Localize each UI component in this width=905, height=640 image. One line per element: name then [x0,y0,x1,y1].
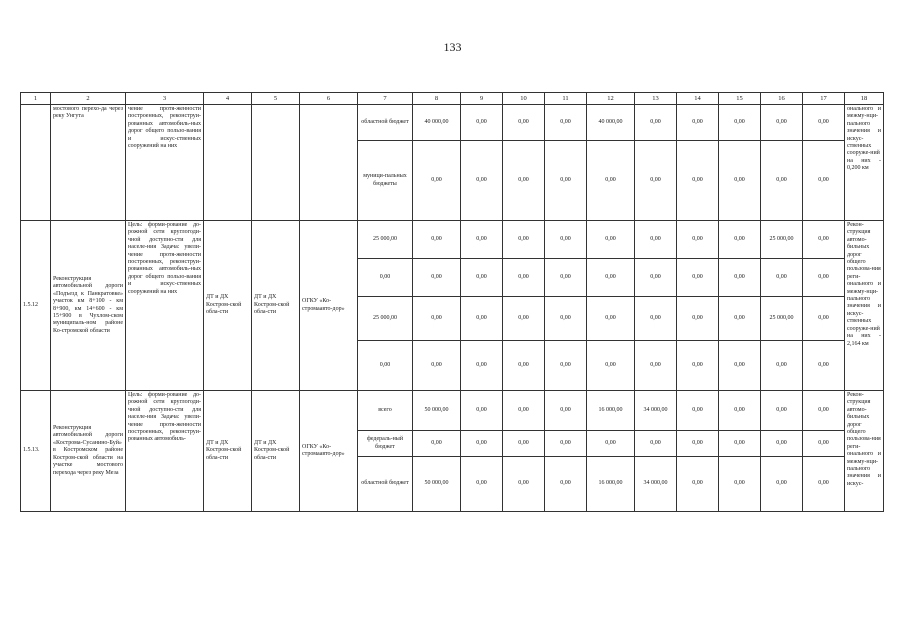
measure-contractor [300,105,358,221]
measure-customer [204,105,252,221]
amount-cell: 0,00 [677,431,719,457]
measure-contractor: ОГКУ «Ко-стромаавто-дор» [300,391,358,512]
column-number: 6 [300,93,358,105]
amount-cell: 0,00 [761,341,803,391]
column-number: 12 [587,93,635,105]
amount-cell: 0,00 [803,259,845,297]
amount-cell: 0,00 [503,221,545,259]
funding-source: всего [358,391,413,431]
amount-cell: 0,00 [803,431,845,457]
amount-cell: 50 000,00 [413,457,461,512]
amount-cell: 0,00 [587,297,635,341]
table-row [21,391,884,431]
measure-executor [252,105,300,221]
measure-code: 1.5.13. [21,391,51,512]
table-row [21,221,884,259]
amount-cell: 0,00 [413,341,461,391]
amount-cell: 0,00 [545,391,587,431]
amount-cell: 0,00 [461,105,503,141]
amount-cell: 0,00 [677,221,719,259]
column-number: 1 [21,93,51,105]
amount-cell: 34 000,00 [635,391,677,431]
amount-cell: 0,00 [761,141,803,221]
amount-cell: 0,00 [803,457,845,512]
amount-cell: 0,00 [587,141,635,221]
measure-executor: ДТ и ДХ Костром-ской обла-сти [252,391,300,512]
amount-cell: 16 000,00 [587,457,635,512]
amount-cell: 0,00 [461,221,503,259]
amount-cell: 0,00 [413,431,461,457]
amount-cell: 0,00 [803,341,845,391]
measure-goal: чение протя-женности построенных, реконструи-рованных автомобиль-ных дорог общего пользо-вания и искус-ственных сооружений на них [126,105,204,221]
amount-cell: 0,00 [719,141,761,221]
measure-code: 1.5.12 [21,221,51,391]
amount-cell: 25 000,00 [761,221,803,259]
measure-goal: Цель: форми-рование до-рожной сети круглогоди-чной доступно-сти для населе-ния Задача: увели-чение протя-женности построенных, реконструи-рованных автомобиль-ных дорог общего пользо-вания и искус-ственных сооружений на них [126,221,204,391]
amount-cell: 0,00 [545,141,587,221]
amount-cell: 16 000,00 [587,391,635,431]
amount-cell: 0,00 [719,457,761,512]
amount-cell: 0,00 [503,297,545,341]
amount-cell: 0,00 [677,391,719,431]
amount-cell: 0,00 [803,105,845,141]
amount-cell: 0,00 [545,341,587,391]
amount-cell: 0,00 [461,457,503,512]
amount-cell: 0,00 [545,431,587,457]
amount-cell: 0,00 [803,297,845,341]
amount-cell: 0,00 [461,391,503,431]
funding-source: областной бюджет [358,105,413,141]
amount-cell: 0,00 [635,341,677,391]
amount-cell: 0,00 [503,431,545,457]
amount-cell: 0,00 [635,105,677,141]
amount-cell: 0,00 [761,431,803,457]
amount-cell: 0,00 [677,457,719,512]
measure-customer: ДТ и ДХ Костром-ской обла-сти [204,391,252,512]
column-number: 15 [719,93,761,105]
amount-cell: 0,00 [461,259,503,297]
amount-cell: 0,00 [635,221,677,259]
column-number: 9 [461,93,503,105]
amount-cell: 0,00 [635,431,677,457]
column-number: 16 [761,93,803,105]
column-number: 14 [677,93,719,105]
amount-cell: 0,00 [677,105,719,141]
measure-name: Реконструкция автомобильной дороги «Кострома-Сусанино-Буй» в Костромском районе Костром-ской области на участке мостового перехода через реку Меза [51,391,126,512]
amount-cell: 0,00 [719,259,761,297]
amount-cell: 0,00 [635,259,677,297]
amount-cell: 0,00 [587,221,635,259]
amount-cell: 0,00 [587,259,635,297]
measure-contractor: ОГКУ «Ко-стромаавто-дор» [300,221,358,391]
measure-result: онального и межму-нци-пального значения и искус-ственных сооруже-ний на них - 0,200 км [845,105,884,221]
page-number: 133 [443,40,462,54]
funding-source: областной бюджет [358,457,413,512]
funding-source: федераль-ный бюджет [358,431,413,457]
amount-cell: 0,00 [719,297,761,341]
amount-cell: 0,00 [503,105,545,141]
amount-cell: 0,00 [461,141,503,221]
amount-cell: 0,00 [503,391,545,431]
table-row [21,105,884,141]
amount-cell: 0,00 [803,391,845,431]
amount-cell: 0,00 [677,341,719,391]
amount-cell: 0,00 [545,457,587,512]
amount-cell: 0,00 [677,297,719,341]
amount-cell: 0,00 [503,341,545,391]
amount-cell: 0,00 [635,141,677,221]
amount-cell: 0,00 [719,431,761,457]
amount-cell: 0,00 [503,141,545,221]
column-number: 3 [126,93,204,105]
amount-cell: 0,00 [719,341,761,391]
amount-cell: 40 000,00 [413,105,461,141]
amount-cell: 0,00 [587,431,635,457]
amount-cell: 0,00 [677,141,719,221]
column-number: 17 [803,93,845,105]
amount-cell: 0,00 [761,105,803,141]
amount-cell: 0,00 [358,259,413,297]
amount-cell: 0,00 [545,259,587,297]
measure-customer: ДТ и ДХ Костром-ской обла-сти [204,221,252,391]
column-number-row [21,93,884,105]
amount-cell: 0,00 [635,297,677,341]
column-number: 10 [503,93,545,105]
amount-cell: 0,00 [413,141,461,221]
column-number: 13 [635,93,677,105]
column-number: 4 [204,93,252,105]
amount-cell: 0,00 [503,259,545,297]
amount-cell: 0,00 [358,341,413,391]
amount-cell: 0,00 [545,297,587,341]
column-number: 7 [358,93,413,105]
amount-cell: 0,00 [719,391,761,431]
amount-cell: 25 000,00 [761,297,803,341]
amount-cell: 40 000,00 [587,105,635,141]
measure-result: Рекон-струкция автомо-бильных дорог общего пользова-ния реги-онального и межму-нци-пального значения и искус-ственных сооруже-ний на них - 2,164 км [845,221,884,391]
amount-cell: 0,00 [761,457,803,512]
amount-cell: 0,00 [413,297,461,341]
amount-cell: 0,00 [677,259,719,297]
amount-cell: 0,00 [503,457,545,512]
measure-name: Реконструкция автомобильной дороги «Подъезд к Панкратовке» участок км 8+100 - км 8+900, км 14+600 - км 15+900 в Чухлом-ском муниципаль-ном районе Ко-стромской области [51,221,126,391]
amount-cell: 25 000,00 [358,297,413,341]
amount-cell: 0,00 [545,221,587,259]
funding-source: муници-пальных бюджеты [358,141,413,221]
amount-cell: 0,00 [413,259,461,297]
amount-cell: 0,00 [461,431,503,457]
amount-cell: 0,00 [803,141,845,221]
amount-cell: 0,00 [761,391,803,431]
column-number: 2 [51,93,126,105]
amount-cell: 0,00 [413,221,461,259]
amount-cell: 50 000,00 [413,391,461,431]
measure-executor: ДТ и ДХ Костром-ской обла-сти [252,221,300,391]
amount-cell: 0,00 [587,341,635,391]
column-number: 5 [252,93,300,105]
measure-goal: Цель: форми-рование до-рожной сети круглогоди-чной доступно-сти для населе-ния Задача: увели-чение протя-женности построенных, реконструи-рованных автомобиль- [126,391,204,512]
measure-code [21,105,51,221]
amount-cell: 0,00 [761,259,803,297]
column-number: 18 [845,93,884,105]
amount-cell: 0,00 [545,105,587,141]
amount-cell: 25 000,00 [358,221,413,259]
amount-cell: 0,00 [803,221,845,259]
program-measures-table [20,92,884,512]
amount-cell: 34 000,00 [635,457,677,512]
amount-cell: 0,00 [719,221,761,259]
measure-result: Рекон-струкция автомо-бильных дорог общего пользова-ния реги-онального и межму-нци-пального значения и искус- [845,391,884,512]
column-number: 8 [413,93,461,105]
amount-cell: 0,00 [461,341,503,391]
amount-cell: 0,00 [719,105,761,141]
column-number: 11 [545,93,587,105]
amount-cell: 0,00 [461,297,503,341]
measure-name: мостового перехо-да через реку Унгута [51,105,126,221]
